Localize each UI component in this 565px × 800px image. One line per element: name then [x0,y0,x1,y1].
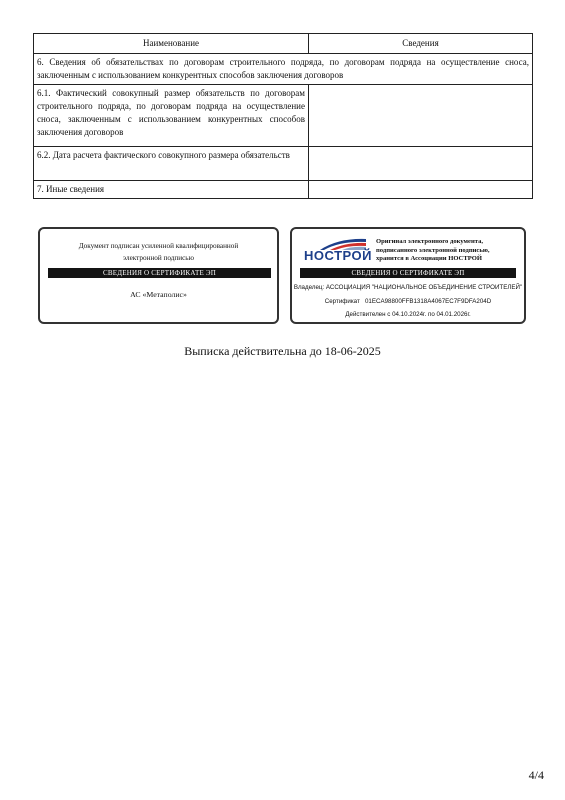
column-header-info: Сведения [309,34,533,54]
original-line1: Оригинал электронного документа, [376,238,484,245]
certificate-value: 01ECA98800FFB1318A4067EC7F9DFA204D [364,298,492,305]
stamp-left-line2: электронной подписью [123,254,194,262]
row-label-7: 7. Иные сведения [34,181,309,199]
original-line2: подписанного электронной подписью, [376,246,490,254]
certificate-label: Сертификат [324,298,360,305]
stamp-right-certificate [292,298,524,307]
row-label-6-1: 6.1. Фактический совокупный размер обязательств по договорам строительного подряда, по договорам подряда на осуществление сноса, заключенным с использованием конкурентных способов заключения договоров [34,85,309,147]
signature-stamp-left [38,227,279,324]
row-label-6-2: 6.2. Дата расчета фактического совокупного размера обязательств [34,147,309,181]
nostroy-logo [304,236,372,264]
table-row [34,147,533,181]
stamp-right-original-note [376,238,518,264]
extract-table [33,33,533,199]
table-row [34,181,533,199]
page-number: 4/4 [528,768,544,782]
stamp-right-validity: Действителен с 04.10.2024г. по 04.01.2026г. [345,311,471,318]
row-value-6-1 [309,85,533,147]
section-6-row [34,54,533,85]
stamp-left-org: АС «Метаполис» [130,290,187,299]
column-header-name: Наименование [34,34,309,54]
nostroy-logo-text: НОСТРОЙ [304,248,372,263]
original-line3: хранится в Ассоциации НОСТРОЙ [376,255,482,263]
table-header-row [34,34,533,54]
extract-valid-until: Выписка действительна до 18-06-2025 [184,344,381,358]
signature-stamp-right [290,227,526,324]
table-row [34,85,533,147]
stamp-left-line1: Документ подписан усиленной квалифицированной [78,242,239,250]
stamp-right-owner: Владелец: АССОЦИАЦИЯ "НАЦИОНАЛЬНОЕ ОБЪЕДИНЕНИЕ СТРОИТЕЛЕЙ" [293,284,523,291]
row-value-6-2 [309,147,533,181]
row-value-7 [309,181,533,199]
section-6-title: 6. Сведения об обязательствах по договорам строительного подряда, по договорам подряда на осуществление сноса, заключенным с использованием конкурентных способов заключения договоров [34,54,533,85]
stamp-left-certificate-bar: СВЕДЕНИЯ О СЕРТИФИКАТЕ ЭП [48,268,271,278]
stamp-right-certificate-bar: СВЕДЕНИЯ О СЕРТИФИКАТЕ ЭП [300,268,516,278]
